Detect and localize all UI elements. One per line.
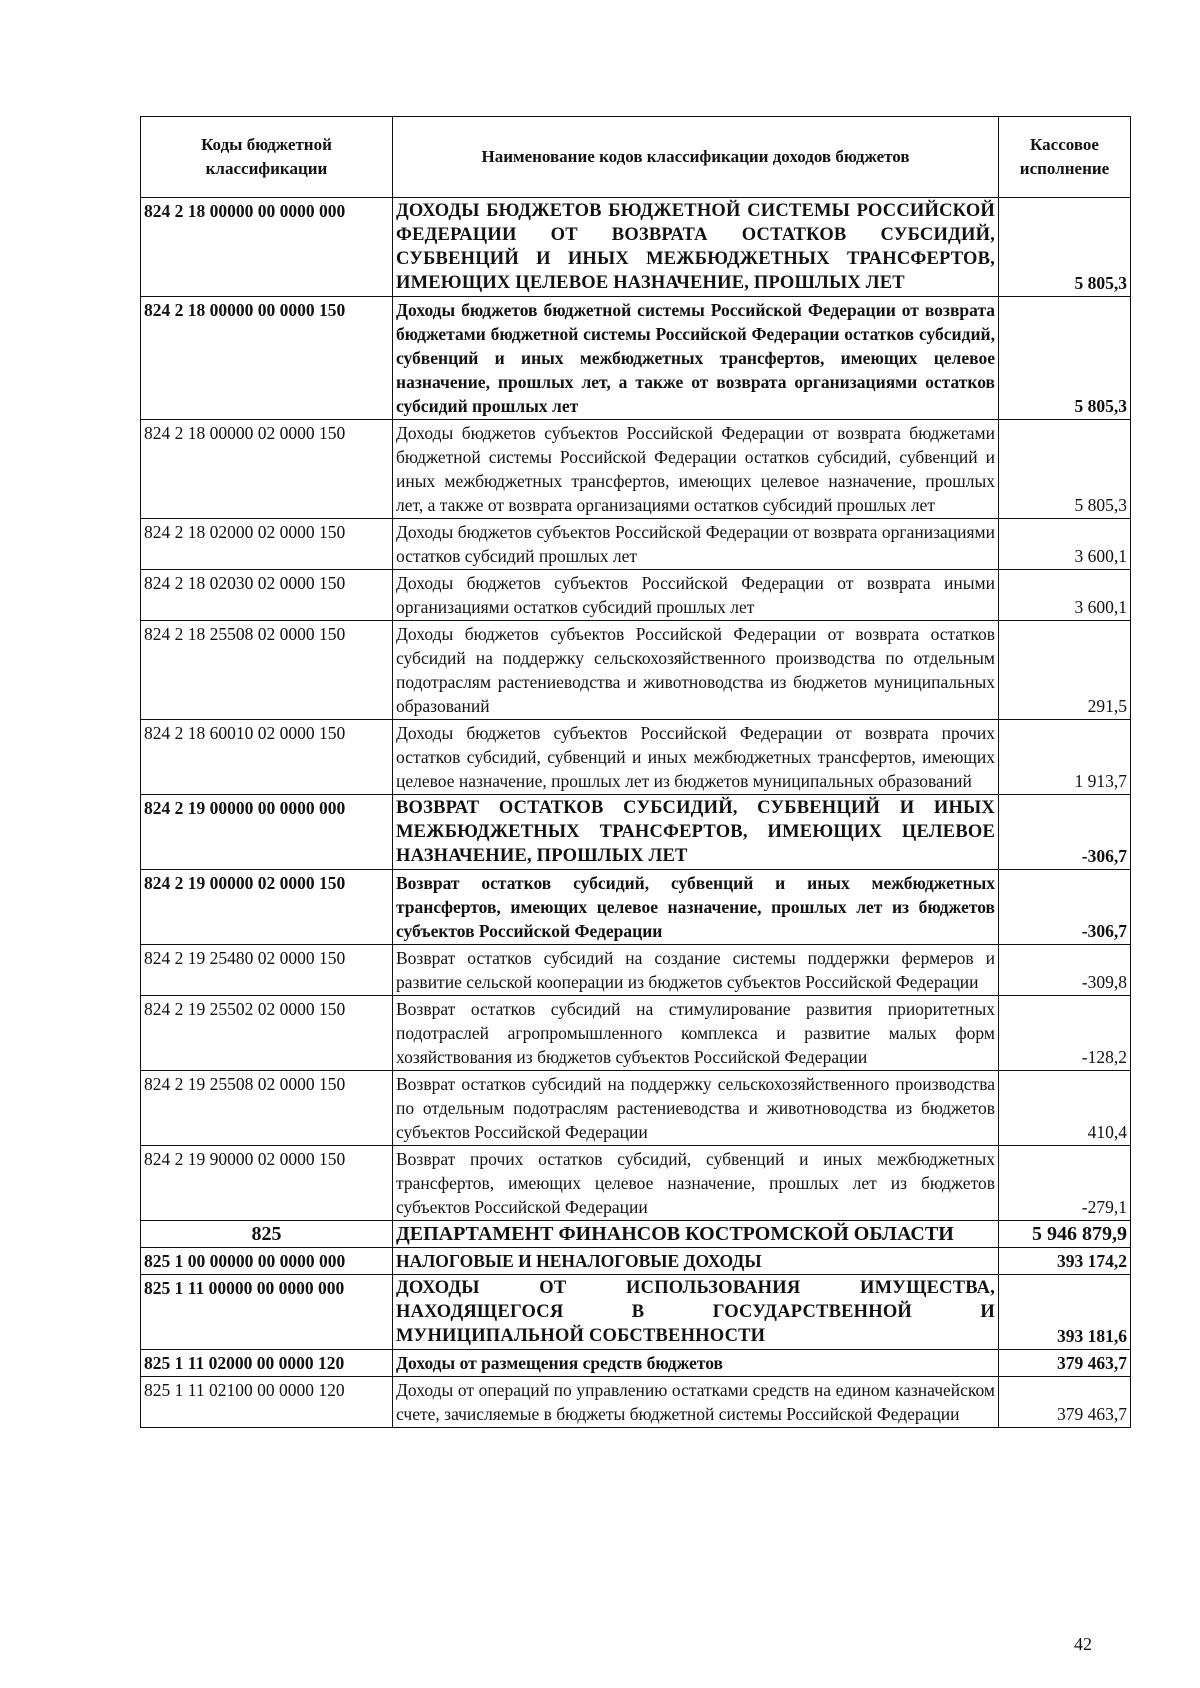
table-row	[141, 945, 1131, 996]
row-code: 824 2 19 00000 00 0000 000	[141, 795, 393, 870]
table-row	[141, 297, 1131, 420]
row-amount: -306,7	[999, 795, 1131, 870]
table-row-department	[141, 1221, 1131, 1248]
table-row	[141, 795, 1131, 870]
row-amount: 379 463,7	[999, 1350, 1131, 1377]
row-amount: 3 600,1	[999, 519, 1131, 570]
table-row	[141, 1071, 1131, 1146]
row-amount: 3 600,1	[999, 570, 1131, 621]
table-row	[141, 996, 1131, 1071]
row-amount: -306,7	[999, 870, 1131, 945]
table-row	[141, 1350, 1131, 1377]
row-name: Возврат остатков субсидий на стимулирование развития приоритетных подотраслей агропромышленного комплекса и развитие малых форм хозяйствования из бюджетов субъектов Российской Федерации	[393, 996, 999, 1071]
table-row	[141, 870, 1131, 945]
row-amount: 393 174,2	[999, 1248, 1131, 1275]
row-amount: 5 805,3	[999, 420, 1131, 519]
row-code: 824 2 19 25480 02 0000 150	[141, 945, 393, 996]
row-code: 824 2 18 00000 00 0000 150	[141, 297, 393, 420]
row-amount: 5 805,3	[999, 297, 1131, 420]
income-classification-table	[140, 116, 1131, 1428]
row-amount: -279,1	[999, 1146, 1131, 1221]
row-name: Доходы бюджетов субъектов Российской Федерации от возврата организациями остатков субсидий прошлых лет	[393, 519, 999, 570]
row-amount: 5 946 879,9	[999, 1221, 1131, 1248]
table-row	[141, 1146, 1131, 1221]
row-amount: 379 463,7	[999, 1377, 1131, 1428]
row-code: 824 2 18 02030 02 0000 150	[141, 570, 393, 621]
row-code: 825 1 11 02100 00 0000 120	[141, 1377, 393, 1428]
table-row	[141, 519, 1131, 570]
row-code: 824 2 18 02000 02 0000 150	[141, 519, 393, 570]
row-code: 824 2 19 00000 02 0000 150	[141, 870, 393, 945]
page-number: 42	[1074, 1634, 1092, 1654]
row-name: Доходы бюджетов субъектов Российской Федерации от возврата бюджетами бюджетной системы Российской Федерации остатков субсидий, субвенций и иных межбюджетных трансфертов, имеющих целевое назначение, прошлых лет, а также от возврата организациями остатков субсидий прошлых лет	[393, 420, 999, 519]
row-code: 824 2 18 25508 02 0000 150	[141, 621, 393, 720]
row-code: 825 1 00 00000 00 0000 000	[141, 1248, 393, 1275]
header-amount: Кассовое исполнение	[999, 117, 1131, 198]
table-row	[141, 570, 1131, 621]
row-code: 824 2 19 25502 02 0000 150	[141, 996, 393, 1071]
row-code: 824 2 19 25508 02 0000 150	[141, 1071, 393, 1146]
table-row	[141, 198, 1131, 297]
row-code: 824 2 18 00000 00 0000 000	[141, 198, 393, 297]
row-name: НАЛОГОВЫЕ И НЕНАЛОГОВЫЕ ДОХОДЫ	[393, 1248, 999, 1275]
row-amount: 1 913,7	[999, 720, 1131, 795]
header-code: Коды бюджетной классификации	[141, 117, 393, 198]
row-code: 824 2 19 90000 02 0000 150	[141, 1146, 393, 1221]
row-name: Возврат остатков субсидий, субвенций и иных межбюджетных трансфертов, имеющих целевое назначение, прошлых лет из бюджетов субъектов Российской Федерации	[393, 870, 999, 945]
row-name: Доходы бюджетов бюджетной системы Российской Федерации от возврата бюджетами бюджетной системы Российской Федерации остатков субсидий, субвенций и иных межбюджетных трансфертов, имеющих целевое назначение, прошлых лет, а также от возврата организациями остатков субсидий прошлых лет	[393, 297, 999, 420]
row-amount: 410,4	[999, 1071, 1131, 1146]
row-name: Доходы бюджетов субъектов Российской Федерации от возврата прочих остатков субсидий, субвенций и иных межбюджетных трансфертов, имеющих целевое назначение, прошлых лет из бюджетов муниципальных образований	[393, 720, 999, 795]
row-amount: -309,8	[999, 945, 1131, 996]
row-name: Возврат остатков субсидий на поддержку сельскохозяйственного производства по отдельным подотраслям растениеводства и животноводства из бюджетов субъектов Российской Федерации	[393, 1071, 999, 1146]
row-name: Доходы от размещения средств бюджетов	[393, 1350, 999, 1377]
table-row	[141, 1377, 1131, 1428]
row-name: Возврат прочих остатков субсидий, субвенций и иных межбюджетных трансфертов, имеющих целевое назначение, прошлых лет из бюджетов субъектов Российской Федерации	[393, 1146, 999, 1221]
row-code: 825 1 11 02000 00 0000 120	[141, 1350, 393, 1377]
row-name: ДОХОДЫ ОТ ИСПОЛЬЗОВАНИЯ ИМУЩЕСТВА, НАХОДЯЩЕГОСЯ В ГОСУДАРСТВЕННОЙ И МУНИЦИПАЛЬНОЙ СОБСТВЕННОСТИ	[393, 1275, 999, 1350]
row-amount: 393 181,6	[999, 1275, 1131, 1350]
row-amount: 291,5	[999, 621, 1131, 720]
row-name: ДОХОДЫ БЮДЖЕТОВ БЮДЖЕТНОЙ СИСТЕМЫ РОССИЙСКОЙ ФЕДЕРАЦИИ ОТ ВОЗВРАТА ОСТАТКОВ СУБСИДИЙ, СУБВЕНЦИЙ И ИНЫХ МЕЖБЮДЖЕТНЫХ ТРАНСФЕРТОВ, ИМЕЮЩИХ ЦЕЛЕВОЕ НАЗНАЧЕНИЕ, ПРОШЛЫХ ЛЕТ	[393, 198, 999, 297]
table-header-row	[141, 117, 1131, 198]
table-row	[141, 1248, 1131, 1275]
row-code: 825	[141, 1221, 393, 1248]
table-row	[141, 621, 1131, 720]
row-name: Доходы от операций по управлению остатками средств на едином казначейском счете, зачисляемые в бюджеты бюджетной системы Российской Федерации	[393, 1377, 999, 1428]
row-amount: -128,2	[999, 996, 1131, 1071]
row-amount: 5 805,3	[999, 198, 1131, 297]
table-row	[141, 1275, 1131, 1350]
header-name: Наименование кодов классификации доходов бюджетов	[393, 117, 999, 198]
row-name: ВОЗВРАТ ОСТАТКОВ СУБСИДИЙ, СУБВЕНЦИЙ И ИНЫХ МЕЖБЮДЖЕТНЫХ ТРАНСФЕРТОВ, ИМЕЮЩИХ ЦЕЛЕВОЕ НАЗНАЧЕНИЕ, ПРОШЛЫХ ЛЕТ	[393, 795, 999, 870]
row-code: 824 2 18 00000 02 0000 150	[141, 420, 393, 519]
table-row	[141, 420, 1131, 519]
row-code: 824 2 18 60010 02 0000 150	[141, 720, 393, 795]
row-name: Возврат остатков субсидий на создание системы поддержки фермеров и развитие сельской кооперации из бюджетов субъектов Российской Федерации	[393, 945, 999, 996]
row-name: ДЕПАРТАМЕНТ ФИНАНСОВ КОСТРОМСКОЙ ОБЛАСТИ	[393, 1221, 999, 1248]
table-row	[141, 720, 1131, 795]
row-name: Доходы бюджетов субъектов Российской Федерации от возврата иными организациями остатков субсидий прошлых лет	[393, 570, 999, 621]
row-code: 825 1 11 00000 00 0000 000	[141, 1275, 393, 1350]
row-name: Доходы бюджетов субъектов Российской Федерации от возврата остатков субсидий на поддержку сельскохозяйственного производства по отдельным подотраслям растениеводства и животноводства из бюджетов муниципальных образований	[393, 621, 999, 720]
